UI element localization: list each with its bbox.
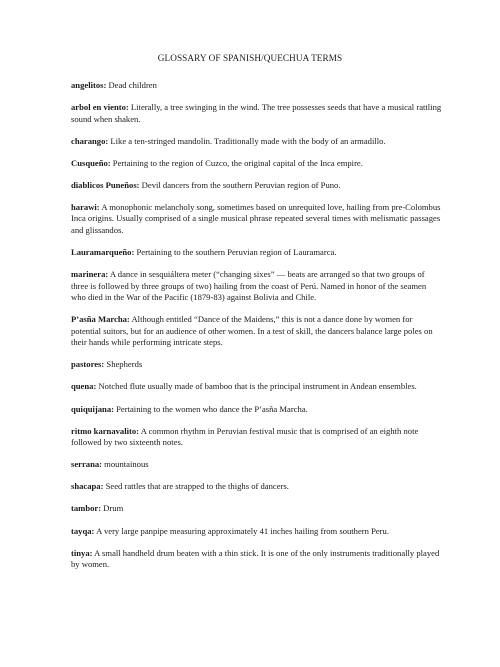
glossary-term: quiquijana: — [71, 403, 114, 414]
glossary-entry — [71, 180, 443, 192]
glossary-entry — [71, 459, 443, 471]
glossary-entry — [71, 381, 443, 393]
glossary-term: harawi: — [71, 201, 100, 212]
glossary-definition: A small handheld drum beaten with a thin stick. It is one of the only instruments traditionally played by women. — [71, 547, 440, 570]
glossary-definition: Drum — [101, 503, 124, 514]
glossary-list — [71, 80, 443, 581]
glossary-entry — [71, 314, 443, 349]
glossary-definition: mountainous — [102, 459, 149, 470]
glossary-entry — [71, 102, 443, 125]
glossary-definition: Devil dancers from the southern Peruvian region of Puno. — [139, 179, 341, 190]
glossary-term: tambor: — [71, 503, 102, 514]
glossary-entry — [71, 404, 443, 416]
glossary-term: angelitos: — [71, 80, 107, 90]
glossary-term: Cusqueño: — [71, 157, 111, 168]
glossary-entry — [71, 526, 443, 538]
glossary-entry — [71, 202, 443, 237]
glossary-entry — [71, 136, 443, 148]
glossary-term: quena: — [71, 381, 97, 392]
glossary-entry — [71, 503, 443, 515]
glossary-term: charango: — [71, 135, 109, 146]
page-title: GLOSSARY OF SPANISH/QUECHUA TERMS — [157, 53, 343, 63]
glossary-term: pastores: — [71, 359, 105, 370]
glossary-entry — [71, 247, 443, 259]
glossary-term: tinya: — [71, 547, 93, 558]
glossary-term: shacapa: — [71, 481, 104, 492]
glossary-entry — [71, 359, 443, 371]
glossary-entry — [71, 548, 443, 571]
glossary-term: marinera: — [71, 269, 109, 280]
glossary-definition: Although entitled “Dance of the Maidens,” this is not a dance done by women for potential suitors, but for an audience of other women. In a test of skill, the dancers balance large poles on their hands while performing intricate steps. — [71, 314, 433, 348]
glossary-term: tayqa: — [71, 525, 95, 536]
glossary-definition: Dead children — [106, 80, 157, 90]
glossary-entry — [71, 80, 443, 92]
glossary-definition: Shepherds — [104, 359, 143, 370]
glossary-definition: A dance in sesquiáltera meter (“changing sixes” — beats are arranged so that two groups of three is followed by three groups of two) hailing from the coast of Perú. Named in honor of the seamen who died in the War of the Pacific (1879-83) against Bolivia and Chile. — [71, 269, 427, 303]
glossary-term: ritmo karnavalito: — [71, 425, 140, 436]
glossary-definition: Like a ten-stringed mandolin. Traditionally made with the body of an armadillo. — [108, 135, 386, 146]
glossary-entry — [71, 158, 443, 170]
glossary-entry — [71, 426, 443, 449]
glossary-term: arbol en viento: — [71, 102, 129, 113]
glossary-definition: Pertaining to the women who dance the P’asña Marcha. — [114, 403, 308, 414]
glossary-definition: Literally, a tree swinging in the wind. The tree possesses seeds that have a musical rattling sound when shaken. — [71, 102, 442, 124]
glossary-definition: A common rhythm in Peruvian festival music that is comprised of an eighth note followed by two sixteenth notes. — [71, 425, 419, 448]
glossary-entry — [71, 269, 443, 304]
glossary-definition: A very large panpipe measuring approximately 41 inches hailing from southern Peru. — [94, 525, 389, 536]
glossary-definition: Pertaining to the region of Cuzco, the original capital of the Inca empire. — [110, 157, 363, 168]
glossary-definition: Pertaining to the southern Peruvian region of Lauramarca. — [134, 247, 337, 258]
glossary-term: Lauramarqueño: — [71, 247, 135, 258]
glossary-definition: Notched flute usually made of bamboo that is the principal instrument in Andean ensembles. — [96, 381, 417, 392]
glossary-definition: A monophonic melancholy song, sometimes based on unrequited love, hailing from pre-Colombus Inca origins. Usually comprised of a single musical phrase repeated several times with melismatic passages and glissandos. — [71, 201, 441, 235]
glossary-definition: Seed rattles that are strapped to the thighs of dancers. — [103, 481, 289, 492]
glossary-term: serrana: — [71, 459, 103, 470]
glossary-term: diablicos Puneños: — [71, 179, 140, 190]
glossary-entry — [71, 481, 443, 493]
glossary-term: P’asña Marcha: — [71, 314, 130, 325]
